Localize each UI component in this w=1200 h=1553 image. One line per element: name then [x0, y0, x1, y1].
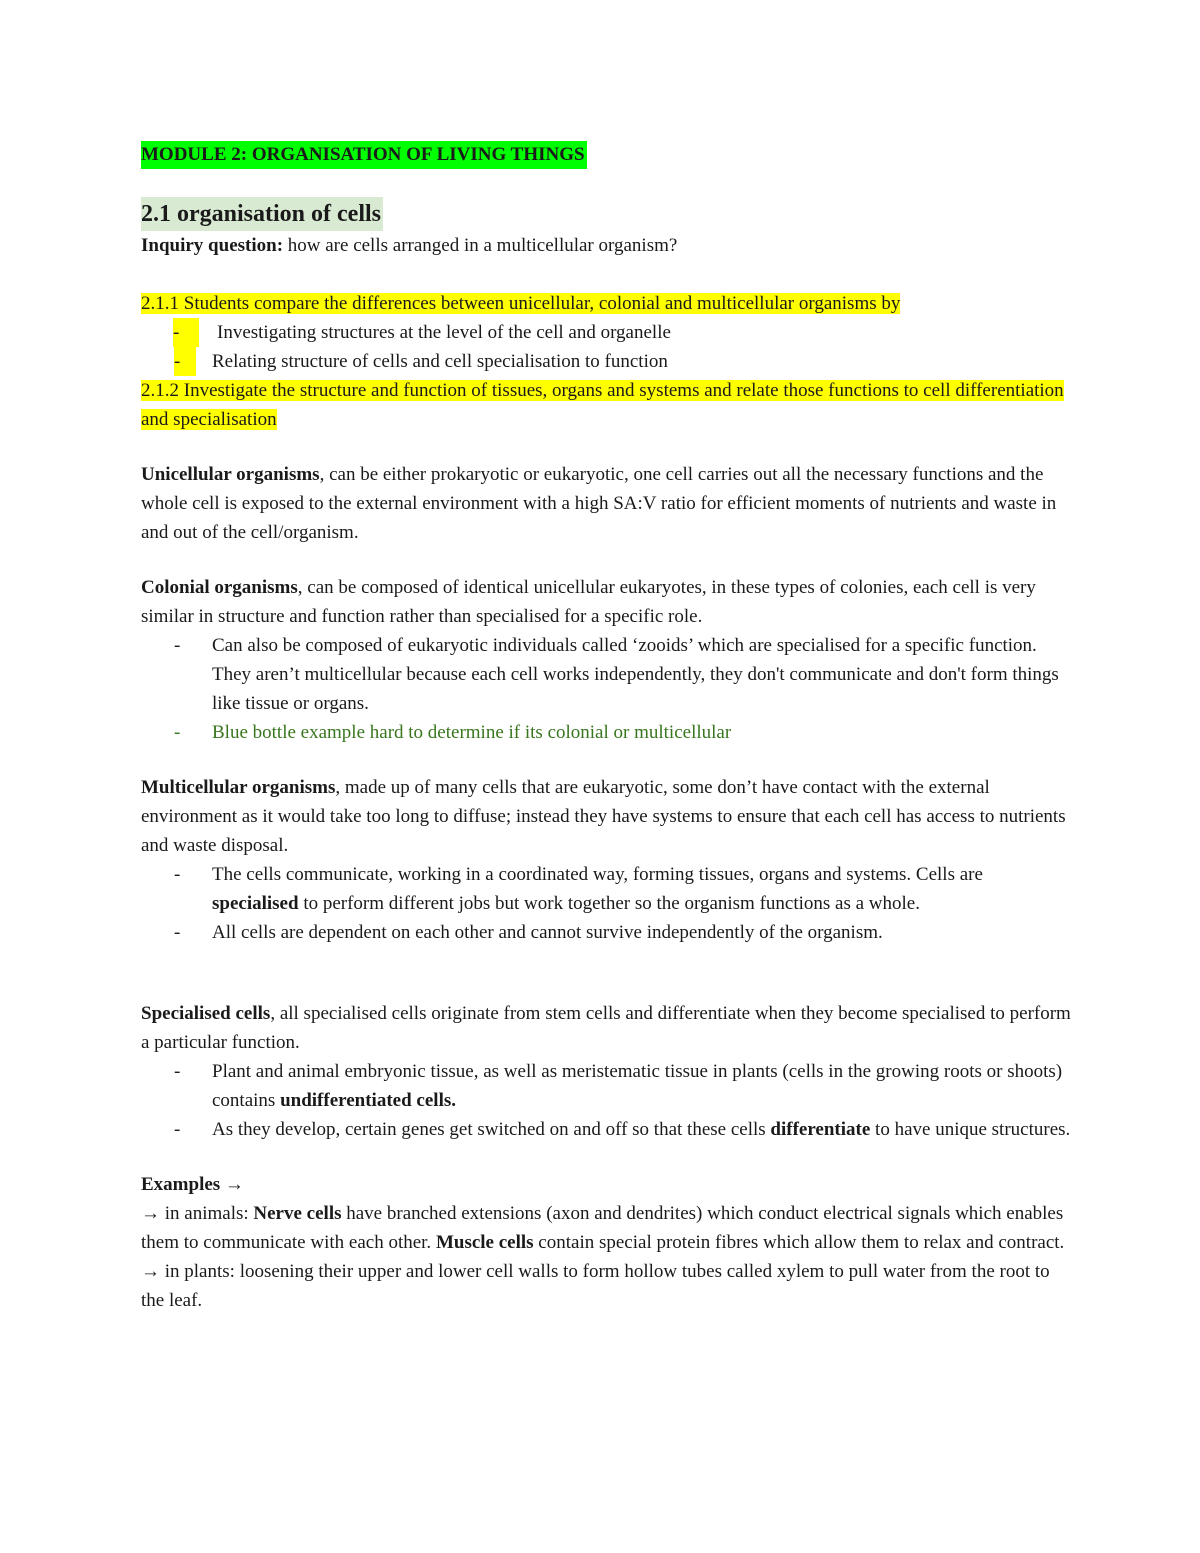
unicellular-term: Unicellular organisms	[141, 464, 320, 485]
specialised-list	[141, 1057, 1071, 1144]
list-item-text-a: The cells communicate, working in a coordinated way, forming tissues, organs and systems. Cells are	[212, 864, 983, 885]
multicellular-list	[141, 860, 1071, 947]
examples-animals-intro: → in animals:	[141, 1203, 254, 1224]
colonial-term: Colonial organisms	[141, 577, 298, 598]
examples-plants-text: → in plants: loosening their upper and lower cell walls to form hollow tubes called xylem to pull water from the root to the leaf.	[141, 1261, 1050, 1311]
list-item-text-a: As they develop, certain genes get switched on and off so that these cells	[212, 1119, 771, 1140]
bullet-dash: -	[174, 1061, 181, 1082]
list-item-text: All cells are dependent on each other and cannot survive independently of the organism.	[212, 922, 883, 943]
list-item	[141, 347, 1071, 376]
list-item-text: Investigating structures at the level of the cell and organelle	[217, 322, 671, 343]
specialised-text: , all specialised cells originate from stem cells and differentiate when they become specialised to perform a particular function.	[141, 1003, 1071, 1053]
list-item-text: Blue bottle example hard to determine if its colonial or multicellular	[212, 722, 732, 743]
list-item-text: Relating structure of cells and cell specialisation to function	[212, 351, 668, 372]
bullet-dash: -	[174, 722, 181, 743]
list-item	[141, 860, 1071, 918]
multicellular-text: , made up of many cells that are eukaryotic, some don’t have contact with the external environment as it would take too long to diffuse; instead they have systems to ensure that each cell has access to nutrients and waste disposal.	[141, 777, 1066, 856]
outcome-2-1-2-text: 2.1.2 Investigate the structure and function of tissues, organs and systems and relate those functions to cell differentiation and specialisation	[141, 380, 1064, 430]
multicellular-term: Multicellular organisms	[141, 777, 336, 798]
list-item-text-a: Plant and animal embryonic tissue, as well as meristematic tissue in plants (cells in the growing roots or shoots) contains	[212, 1061, 1063, 1111]
multicellular-paragraph	[141, 773, 1071, 860]
examples-heading-text: Examples →	[141, 1174, 244, 1195]
list-item	[141, 631, 1071, 718]
list-item	[141, 318, 1071, 347]
unicellular-paragraph	[141, 460, 1071, 547]
list-item	[141, 1115, 1071, 1144]
bullet-dash: -	[174, 635, 181, 656]
inquiry-question	[141, 231, 1071, 260]
inquiry-label: Inquiry question:	[141, 235, 284, 256]
list-item-text-b: to perform different jobs but work together so the organism functions as a whole.	[298, 893, 920, 914]
list-item	[141, 718, 1071, 747]
list-item-text-b: to have unique structures.	[870, 1119, 1071, 1140]
nerve-cells-term: Nerve cells	[253, 1203, 342, 1224]
bullet-dash: -	[173, 318, 199, 347]
outcome-2-1-1-text: 2.1.1 Students compare the differences between unicellular, colonial and multicellular organisms by	[141, 293, 901, 314]
specialised-paragraph	[141, 999, 1071, 1057]
list-item-bold: undifferentiated cells.	[280, 1090, 456, 1111]
muscle-cells-term: Muscle cells	[435, 1232, 534, 1253]
list-item-text: Can also be composed of eukaryotic individuals called ‘zooids’ which are specialised for a specific function. They aren’t multicellular because each cell works independently, they don't communicate and don't form things like tissue or organs.	[212, 635, 1059, 714]
bullet-dash: -	[174, 864, 181, 885]
list-item	[141, 1057, 1071, 1115]
list-item	[141, 918, 1071, 947]
bullet-dash: -	[174, 347, 196, 376]
colonial-text: , can be composed of identical unicellular eukaryotes, in these types of colonies, each cell is very similar in structure and function rather than specialised for a specific role.	[141, 577, 1036, 627]
outcome-2-1-1-list	[141, 318, 1071, 376]
colonial-paragraph	[141, 573, 1071, 631]
outcome-2-1-2	[141, 376, 1071, 434]
examples-animals-text-end: contain special protein fibres which allow them to relax and contract.	[533, 1232, 1065, 1253]
inquiry-text: how are cells arranged in a multicellular organism?	[283, 235, 678, 256]
document-body	[141, 140, 1071, 1315]
bullet-dash: -	[174, 1119, 181, 1140]
examples-animals	[141, 1199, 1071, 1257]
colonial-list	[141, 631, 1071, 747]
list-item-bold: differentiate	[770, 1119, 871, 1140]
bullet-dash: -	[174, 922, 181, 943]
outcome-2-1-1	[141, 289, 1071, 318]
specialised-term: Specialised cells	[141, 1003, 271, 1024]
list-item-bold: specialised	[212, 893, 299, 914]
examples-heading	[141, 1170, 1071, 1199]
examples-animals-text: have branched extensions (axon and dendrites) which conduct electrical signals which enables them to communicate with each other.	[141, 1203, 1064, 1253]
section-heading: 2.1 organisation of cells	[141, 197, 383, 231]
module-heading: MODULE 2: ORGANISATION OF LIVING THINGS	[141, 141, 587, 169]
examples-plants	[141, 1257, 1071, 1315]
unicellular-text: , can be either prokaryotic or eukaryotic, one cell carries out all the necessary functions and the whole cell is exposed to the external environment with a high SA:V ratio for efficient moments of nutrients and waste in and out of the cell/organism.	[141, 464, 1057, 543]
